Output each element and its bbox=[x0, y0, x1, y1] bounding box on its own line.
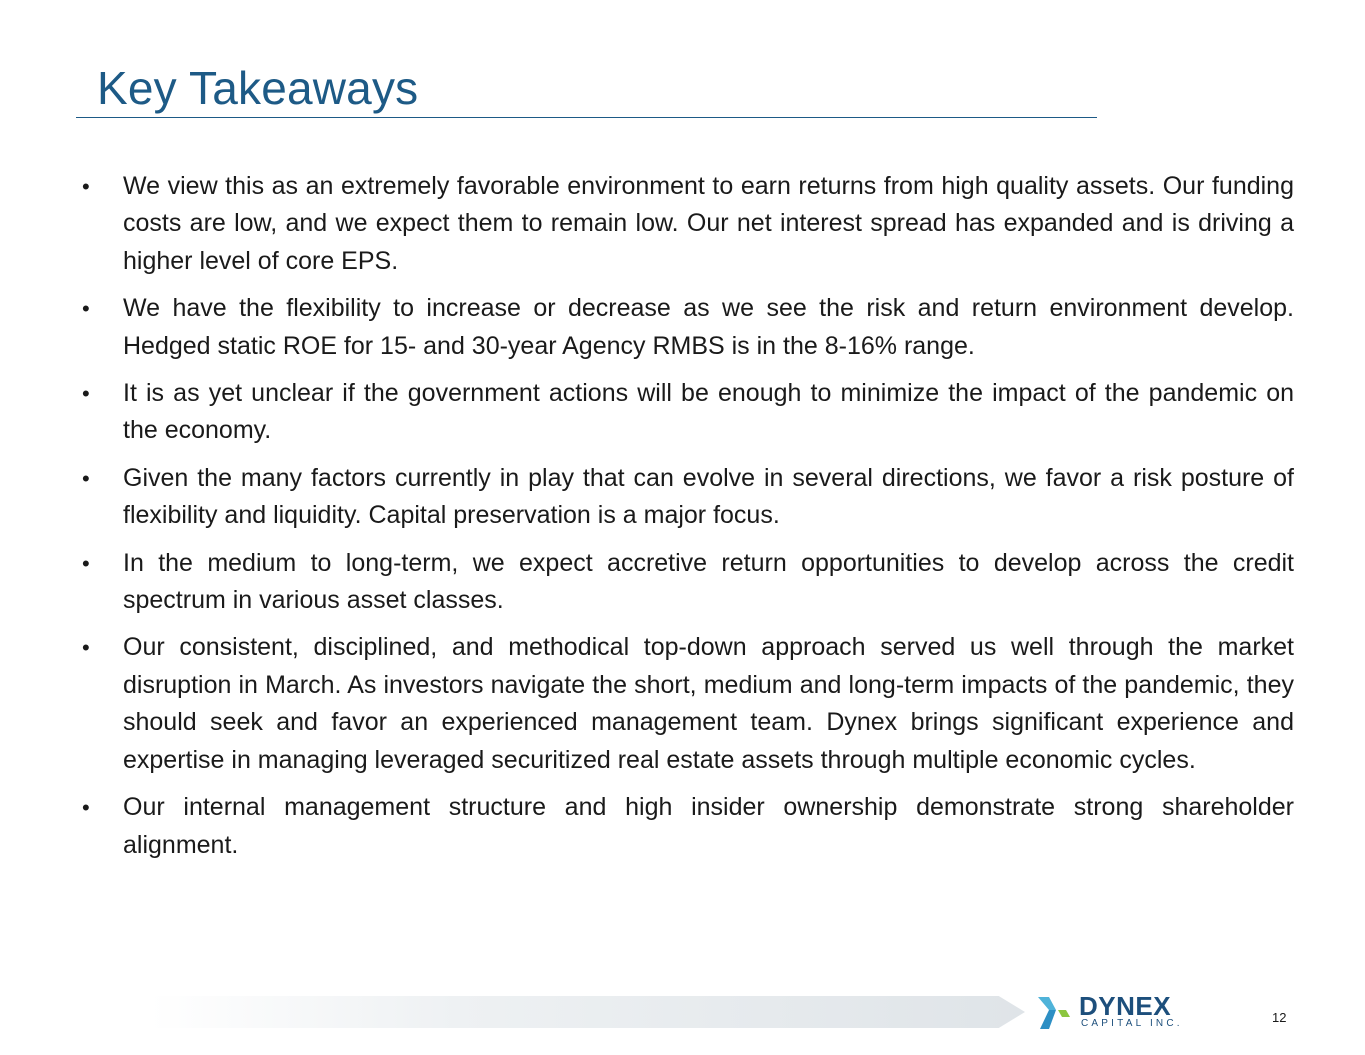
bullet-text: Our internal management structure and high insider ownership demonstrate strong shareholder alignment. bbox=[123, 793, 1294, 859]
title-divider bbox=[76, 117, 1097, 118]
footer-arrow-bar bbox=[150, 996, 1025, 1028]
dynex-logo-icon bbox=[1036, 995, 1072, 1031]
list-item bbox=[76, 168, 1294, 280]
bullet-icon: • bbox=[82, 795, 90, 821]
list-item bbox=[76, 545, 1294, 620]
bullet-icon: • bbox=[82, 465, 90, 491]
bullet-icon: • bbox=[82, 550, 90, 576]
bullet-text: In the medium to long-term, we expect accretive return opportunities to develop across the credit spectrum in various asset classes. bbox=[123, 548, 1294, 615]
slide-title: Key Takeaways bbox=[97, 61, 419, 114]
bullet-text: We have the flexibility to increase or decrease as we see the risk and return environment develop. Hedged static ROE for 15- and 30-year Agency RMBS is in the 8-16% range. bbox=[123, 294, 1294, 360]
bullet-icon: • bbox=[82, 635, 90, 661]
list-item bbox=[76, 460, 1294, 535]
bullet-text: It is as yet unclear if the government actions will be enough to minimize the impact of the pandemic on the economy. bbox=[123, 379, 1294, 445]
bullet-text: Our consistent, disciplined, and methodical top-down approach served us well through the market disruption in March. As investors navigate the short, medium and long-term impacts of the pandemic, they should seek and favor an experienced management team. Dynex brings significant experience and expertise in managing leveraged securitized real estate assets through multiple economic cycles. bbox=[123, 633, 1294, 774]
dynex-logo bbox=[1036, 992, 1186, 1034]
takeaways-list bbox=[76, 168, 1294, 874]
bullet-icon: • bbox=[82, 381, 90, 407]
bullet-text: Given the many factors currently in play that can evolve in several directions, we favor a risk posture of flexibility and liquidity. Capital preservation is a major focus. bbox=[123, 463, 1294, 530]
list-item bbox=[76, 290, 1294, 365]
page-number: 12 bbox=[1272, 1010, 1287, 1025]
bullet-icon: • bbox=[82, 174, 90, 199]
list-item bbox=[76, 375, 1294, 450]
logo-subtitle: CAPITAL INC. bbox=[1081, 1018, 1183, 1029]
logo-name: DYNEX bbox=[1079, 991, 1172, 1021]
list-item bbox=[76, 789, 1294, 864]
bullet-icon: • bbox=[82, 296, 90, 322]
bullet-text: We view this as an extremely favorable environment to earn returns from high quality assets. Our funding costs are low, and we expect them to remain low. Our net interest spread has expanded and is driving a higher level of core EPS. bbox=[123, 172, 1294, 275]
list-item bbox=[76, 629, 1294, 779]
